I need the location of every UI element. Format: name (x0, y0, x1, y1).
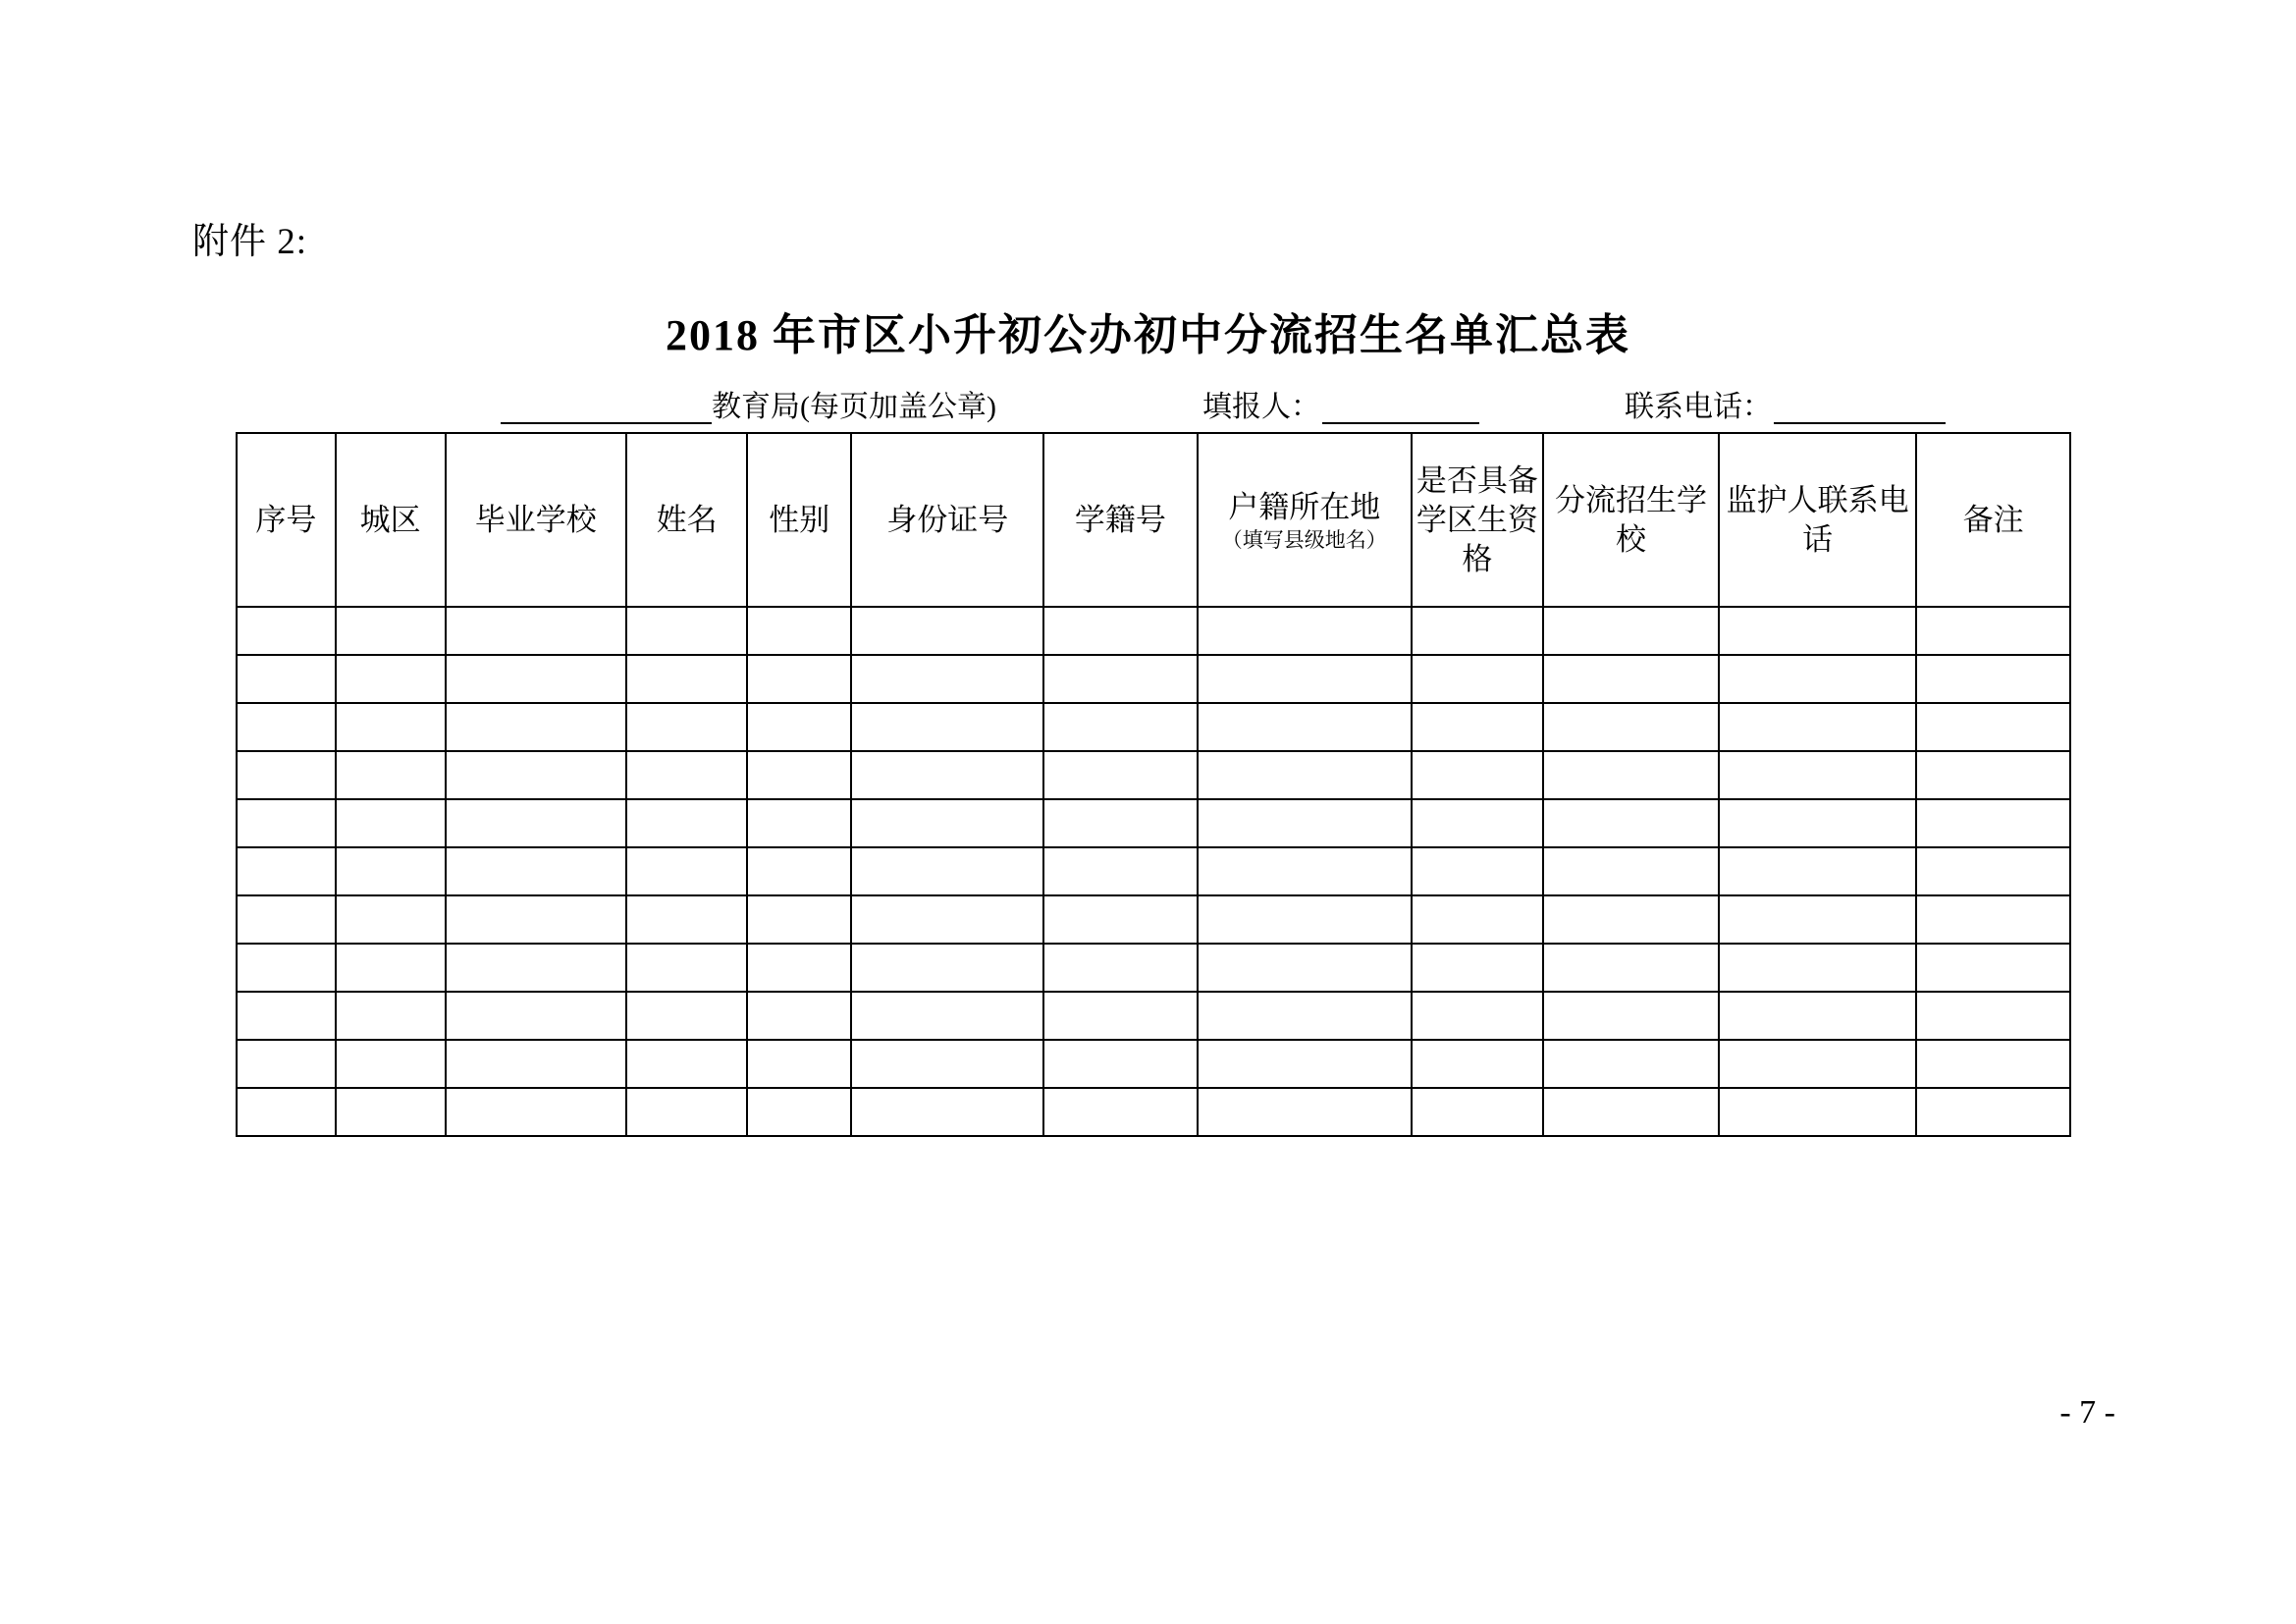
table-cell[interactable] (446, 847, 627, 895)
col-header-student-number-label: 学籍号 (1074, 502, 1166, 537)
col-header-graduating-school-label: 毕业学校 (474, 502, 597, 537)
table-cell[interactable] (1719, 799, 1916, 847)
table-cell[interactable] (626, 607, 747, 655)
table-cell[interactable] (237, 799, 336, 847)
table-cell[interactable] (237, 703, 336, 751)
table-cell[interactable] (747, 607, 851, 655)
table-cell[interactable] (1916, 1040, 2070, 1088)
table-cell[interactable] (1043, 944, 1198, 992)
reporter-field (1202, 391, 1479, 424)
table-cell[interactable] (1543, 1040, 1719, 1088)
table-cell[interactable] (336, 895, 446, 944)
table-cell[interactable] (747, 895, 851, 944)
table-cell[interactable] (1043, 1040, 1198, 1088)
table-row (237, 847, 2070, 895)
col-header-district-label: 城区 (359, 502, 421, 537)
table-cell[interactable] (237, 607, 336, 655)
table-cell[interactable] (336, 751, 446, 799)
table-cell[interactable] (1043, 799, 1198, 847)
table-cell[interactable] (1198, 703, 1412, 751)
table-cell[interactable] (446, 655, 627, 703)
table-cell[interactable] (851, 1040, 1043, 1088)
col-header-id-number (851, 433, 1043, 607)
table-cell[interactable] (1543, 847, 1719, 895)
table-cell[interactable] (1198, 847, 1412, 895)
table-row (237, 751, 2070, 799)
table-cell[interactable] (1916, 992, 2070, 1040)
table-row (237, 944, 2070, 992)
subheader-row (236, 391, 2071, 434)
col-header-name-label: 姓名 (656, 502, 718, 537)
col-header-gender (747, 433, 851, 607)
table-cell[interactable] (851, 895, 1043, 944)
enrollment-table (236, 432, 2071, 1137)
table-cell[interactable] (237, 655, 336, 703)
table-cell[interactable] (747, 992, 851, 1040)
table-cell[interactable] (1043, 847, 1198, 895)
table-cell[interactable] (1543, 799, 1719, 847)
table-cell[interactable] (1412, 992, 1543, 1040)
table-cell[interactable] (336, 944, 446, 992)
table-cell[interactable] (336, 703, 446, 751)
col-header-student-number (1043, 433, 1198, 607)
col-header-guardian-phone (1719, 433, 1916, 607)
table-row (237, 607, 2070, 655)
table-cell[interactable] (1719, 1088, 1916, 1136)
col-header-assigned-school (1543, 433, 1719, 607)
table-cell[interactable] (747, 655, 851, 703)
table-cell[interactable] (1198, 992, 1412, 1040)
table-cell[interactable] (1916, 607, 2070, 655)
table-cell[interactable] (1543, 895, 1719, 944)
reporter-blank-line[interactable] (1322, 393, 1479, 424)
table-cell[interactable] (851, 992, 1043, 1040)
table-cell[interactable] (1412, 847, 1543, 895)
table-cell[interactable] (1719, 944, 1916, 992)
table-cell[interactable] (626, 751, 747, 799)
table-cell[interactable] (626, 703, 747, 751)
col-header-id-number-label: 身份证号 (886, 502, 1009, 537)
table-cell[interactable] (1719, 992, 1916, 1040)
table-cell[interactable] (851, 655, 1043, 703)
table-cell[interactable] (446, 944, 627, 992)
table-cell[interactable] (851, 703, 1043, 751)
table-cell[interactable] (1916, 1088, 2070, 1136)
table-cell[interactable] (336, 847, 446, 895)
table-cell[interactable] (626, 1088, 747, 1136)
table-cell[interactable] (626, 1040, 747, 1088)
table-cell[interactable] (1412, 655, 1543, 703)
table-row (237, 1040, 2070, 1088)
page-title: 2018 年市区小升初公办初中分流招生名单汇总表 (666, 311, 1630, 359)
table-cell[interactable] (1043, 1088, 1198, 1136)
table-cell[interactable] (336, 655, 446, 703)
table-cell[interactable] (626, 799, 747, 847)
col-header-guardian-phone-label: 监护人联系电话 (1726, 482, 1909, 557)
table-cell[interactable] (1043, 655, 1198, 703)
table-cell[interactable] (1198, 799, 1412, 847)
table-cell[interactable] (446, 607, 627, 655)
col-header-assigned-school-label: 分流招生学校 (1554, 482, 1707, 557)
bureau-label: 教育局(每页加盖公章) (712, 391, 996, 423)
col-header-index-label: 序号 (255, 502, 317, 537)
table-cell[interactable] (446, 895, 627, 944)
table-cell[interactable] (1198, 1088, 1412, 1136)
table-cell[interactable] (1543, 607, 1719, 655)
table-cell[interactable] (336, 607, 446, 655)
table-cell[interactable] (1543, 751, 1719, 799)
col-header-name (626, 433, 747, 607)
table-cell[interactable] (1412, 1040, 1543, 1088)
table-cell[interactable] (336, 1088, 446, 1136)
table-cell[interactable] (1043, 607, 1198, 655)
table-cell[interactable] (1916, 944, 2070, 992)
table-cell[interactable] (851, 944, 1043, 992)
col-header-gender-label: 性别 (769, 502, 830, 537)
table-cell[interactable] (446, 1040, 627, 1088)
table-cell[interactable] (747, 1088, 851, 1136)
table-cell[interactable] (446, 1088, 627, 1136)
col-header-district-eligibility (1412, 433, 1543, 607)
table-cell[interactable] (1719, 703, 1916, 751)
table-cell[interactable] (1916, 751, 2070, 799)
col-header-remarks (1916, 433, 2070, 607)
table-cell[interactable] (851, 799, 1043, 847)
table-cell[interactable] (1719, 751, 1916, 799)
table-cell[interactable] (851, 847, 1043, 895)
table-cell[interactable] (1719, 895, 1916, 944)
table-cell[interactable] (1543, 992, 1719, 1040)
table-cell[interactable] (1198, 895, 1412, 944)
col-header-residence-sublabel: （填写县级地名） (1221, 527, 1387, 552)
table-cell[interactable] (1198, 944, 1412, 992)
table-cell[interactable] (626, 944, 747, 992)
table-cell[interactable] (1719, 847, 1916, 895)
table-cell[interactable] (1916, 703, 2070, 751)
col-header-residence (1198, 433, 1412, 607)
phone-label: 联系电话： (1625, 391, 1772, 423)
col-header-residence-label: 户籍所在地 (1228, 489, 1381, 524)
table-row (237, 895, 2070, 944)
table-cell[interactable] (1543, 655, 1719, 703)
table-cell[interactable] (1412, 751, 1543, 799)
col-header-district-eligibility-label: 是否具备学区生资格 (1415, 462, 1538, 576)
col-header-remarks-label: 备注 (1962, 502, 2024, 537)
table-row (237, 1088, 2070, 1136)
table-cell[interactable] (747, 1040, 851, 1088)
table-cell[interactable] (747, 751, 851, 799)
table-cell[interactable] (336, 992, 446, 1040)
table-cell[interactable] (1043, 751, 1198, 799)
table-row (237, 703, 2070, 751)
table-cell[interactable] (747, 944, 851, 992)
table-body (237, 607, 2070, 1136)
table-cell[interactable] (851, 751, 1043, 799)
table-cell[interactable] (1916, 847, 2070, 895)
table-cell[interactable] (747, 799, 851, 847)
table-cell[interactable] (747, 703, 851, 751)
col-header-index (237, 433, 336, 607)
table-cell[interactable] (1719, 1040, 1916, 1088)
phone-field (1625, 391, 1946, 424)
table-cell[interactable] (446, 799, 627, 847)
table-cell[interactable] (1198, 751, 1412, 799)
reporter-label: 填报人： (1202, 391, 1320, 423)
table-cell[interactable] (1043, 992, 1198, 1040)
table-cell[interactable] (1543, 1088, 1719, 1136)
phone-blank-line[interactable] (1774, 393, 1946, 424)
page-number: - 7 - (2059, 1394, 2115, 1431)
table-cell[interactable] (446, 751, 627, 799)
table-row (237, 799, 2070, 847)
table-cell[interactable] (1412, 607, 1543, 655)
table-cell[interactable] (446, 992, 627, 1040)
table-cell[interactable] (1719, 607, 1916, 655)
table-cell[interactable] (626, 655, 747, 703)
table-cell[interactable] (1412, 895, 1543, 944)
table-cell[interactable] (237, 992, 336, 1040)
table-row (237, 992, 2070, 1040)
table-cell[interactable] (1412, 944, 1543, 992)
table-cell[interactable] (1543, 703, 1719, 751)
table-cell[interactable] (626, 992, 747, 1040)
table-row (237, 655, 2070, 703)
table-cell[interactable] (336, 799, 446, 847)
table-cell[interactable] (336, 1040, 446, 1088)
table-cell[interactable] (1198, 607, 1412, 655)
bureau-field (501, 391, 996, 424)
table-cell[interactable] (1412, 1088, 1543, 1136)
table-header-row (237, 433, 2070, 607)
table-cell[interactable] (1916, 895, 2070, 944)
table-cell[interactable] (237, 847, 336, 895)
table-cell[interactable] (747, 847, 851, 895)
table-cell[interactable] (1043, 703, 1198, 751)
table-cell[interactable] (1719, 655, 1916, 703)
table-cell[interactable] (1198, 1040, 1412, 1088)
table-cell[interactable] (1412, 799, 1543, 847)
table-cell[interactable] (1916, 655, 2070, 703)
table-cell[interactable] (237, 944, 336, 992)
table-cell[interactable] (1543, 944, 1719, 992)
table-cell[interactable] (237, 895, 336, 944)
table-cell[interactable] (237, 1088, 336, 1136)
table-cell[interactable] (626, 895, 747, 944)
table-cell[interactable] (446, 703, 627, 751)
table-cell[interactable] (626, 847, 747, 895)
table-cell[interactable] (851, 1088, 1043, 1136)
bureau-blank-line[interactable] (501, 393, 712, 424)
table-cell[interactable] (237, 751, 336, 799)
table-cell[interactable] (1043, 895, 1198, 944)
col-header-district (336, 433, 446, 607)
table-cell[interactable] (1198, 655, 1412, 703)
table-cell[interactable] (851, 607, 1043, 655)
attachment-label: 附件 2: (192, 222, 308, 262)
table-cell[interactable] (1412, 703, 1543, 751)
col-header-graduating-school (446, 433, 627, 607)
table-cell[interactable] (1916, 799, 2070, 847)
table-cell[interactable] (237, 1040, 336, 1088)
